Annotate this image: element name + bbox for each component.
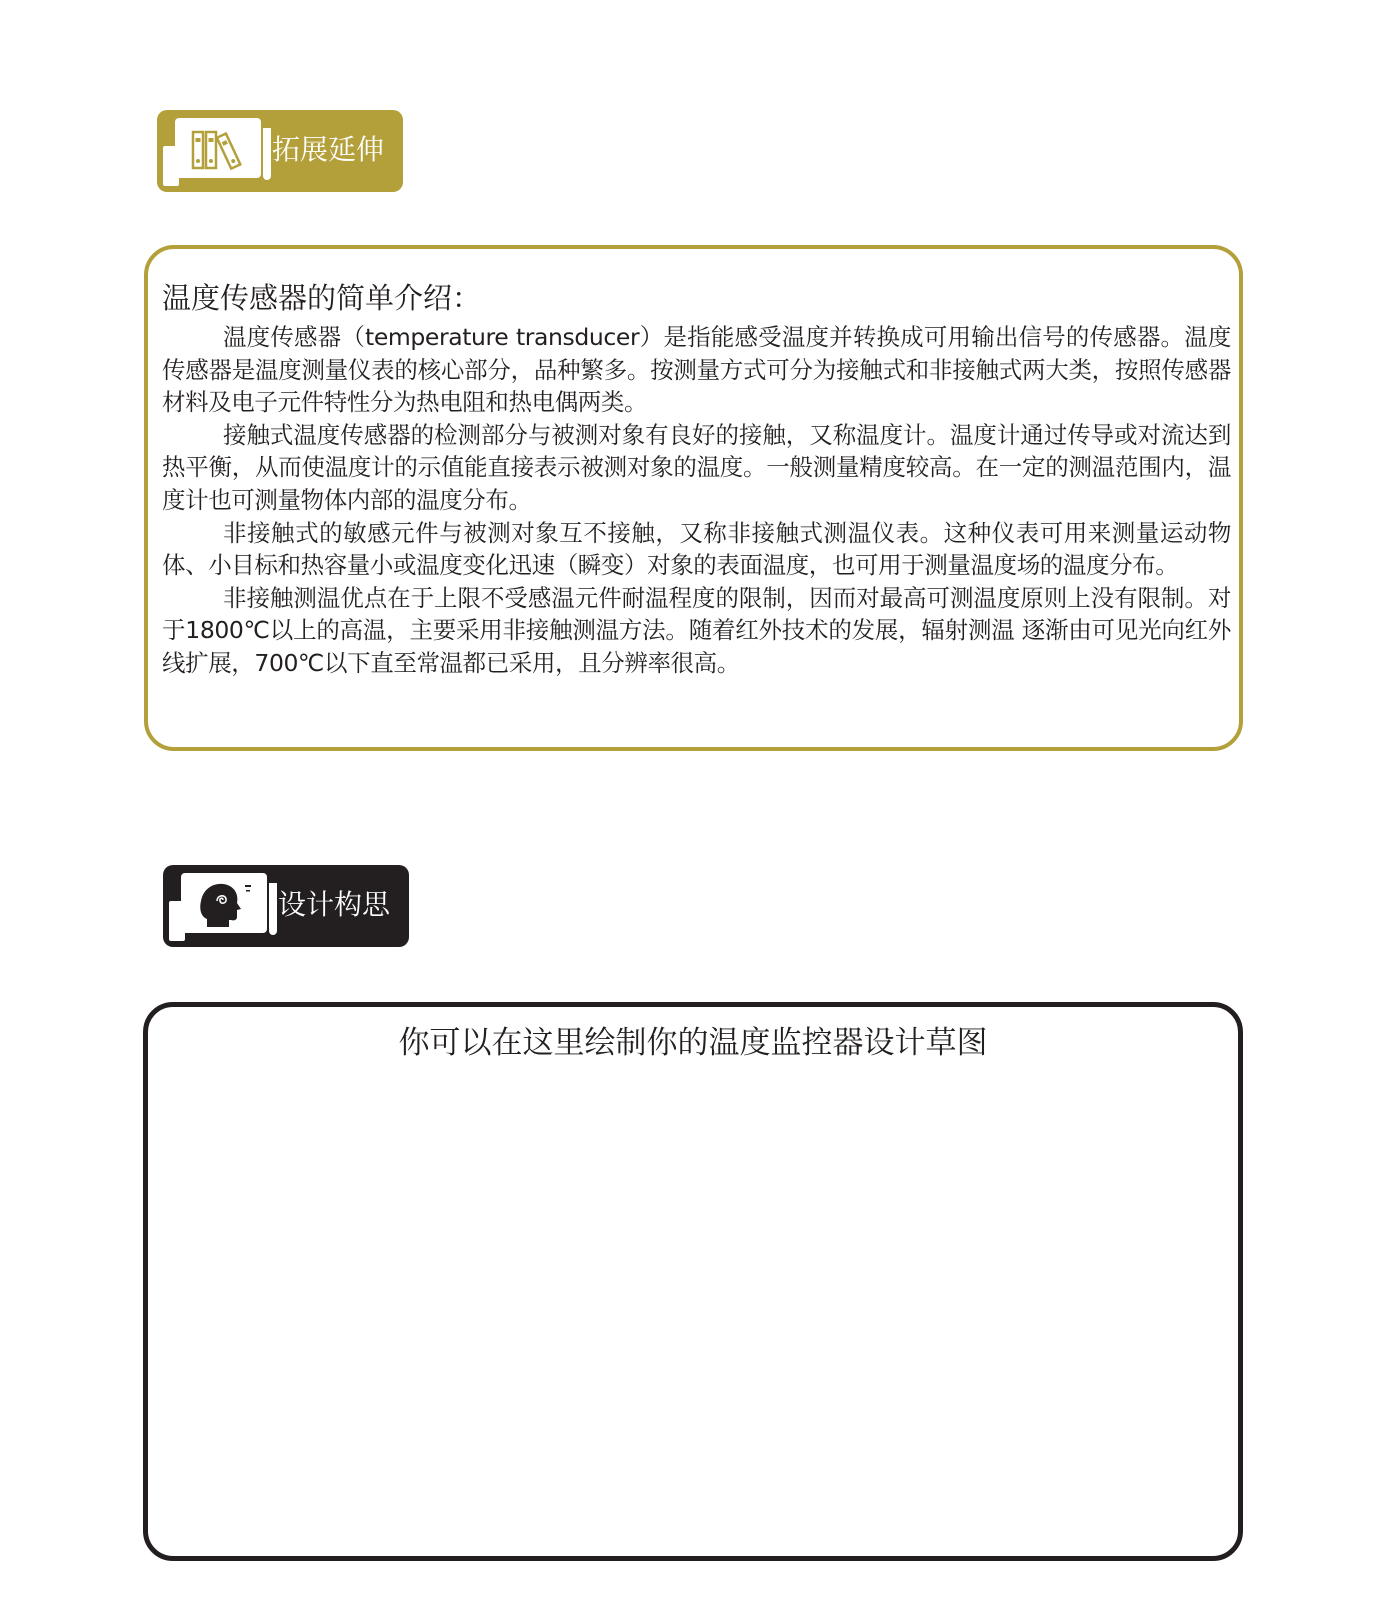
intro-title: 温度传感器的简单介绍： — [162, 281, 482, 315]
thinking-head-icon — [181, 873, 267, 933]
section-tag-label: 设计构思 — [278, 888, 391, 921]
sketch-area[interactable] — [143, 1002, 1243, 1561]
section-tag-extension — [157, 110, 403, 192]
intro-paragraph: 接触式温度传感器的检测部分与被测对象有良好的接触，又称温度计。温度计通过传导或对流达到热平衡，从而使温度计的示值能直接表示被测对象的温度。一般测量精度较高。在一定的测温范围内，温度计也可测量物体内部的温度分布。 — [162, 420, 1231, 514]
section-tag-design — [163, 865, 409, 947]
intro-paragraph: 非接触测温优点在于上限不受感温元件耐温程度的限制，因而对最高可测温度原则上没有限制。对于1800℃以上的高温，主要采用非接触测温方法。随着红外技术的发展，辐射测温 逐渐由可见光向红外线扩展，700℃以下直至常温都已采用，且分辨率很高。 — [162, 583, 1231, 677]
intro-paragraph: 非接触式的敏感元件与被测对象互不接触，又称非接触式测温仪表。这种仪表可用来测量运动物体、小目标和热容量小或温度变化迅速（瞬变）对象的表面温度，也可用于测量温度场的温度分布。 — [162, 518, 1231, 580]
intro-paragraph: 温度传感器（temperature transducer）是指能感受温度并转换成可用输出信号的传感器。温度传感器是温度测量仪表的核心部分，品种繁多。按测量方式可分为接触式和非接触式两大类，按照传感器材料及电子元件特性分为热电阻和热电偶两类。 — [162, 323, 1231, 417]
binders-icon — [175, 118, 261, 178]
sketch-title: 你可以在这里绘制你的温度监控器设计草图 — [398, 1025, 988, 1061]
section-tag-label: 拓展延伸 — [272, 133, 385, 166]
intro-panel — [144, 245, 1243, 751]
